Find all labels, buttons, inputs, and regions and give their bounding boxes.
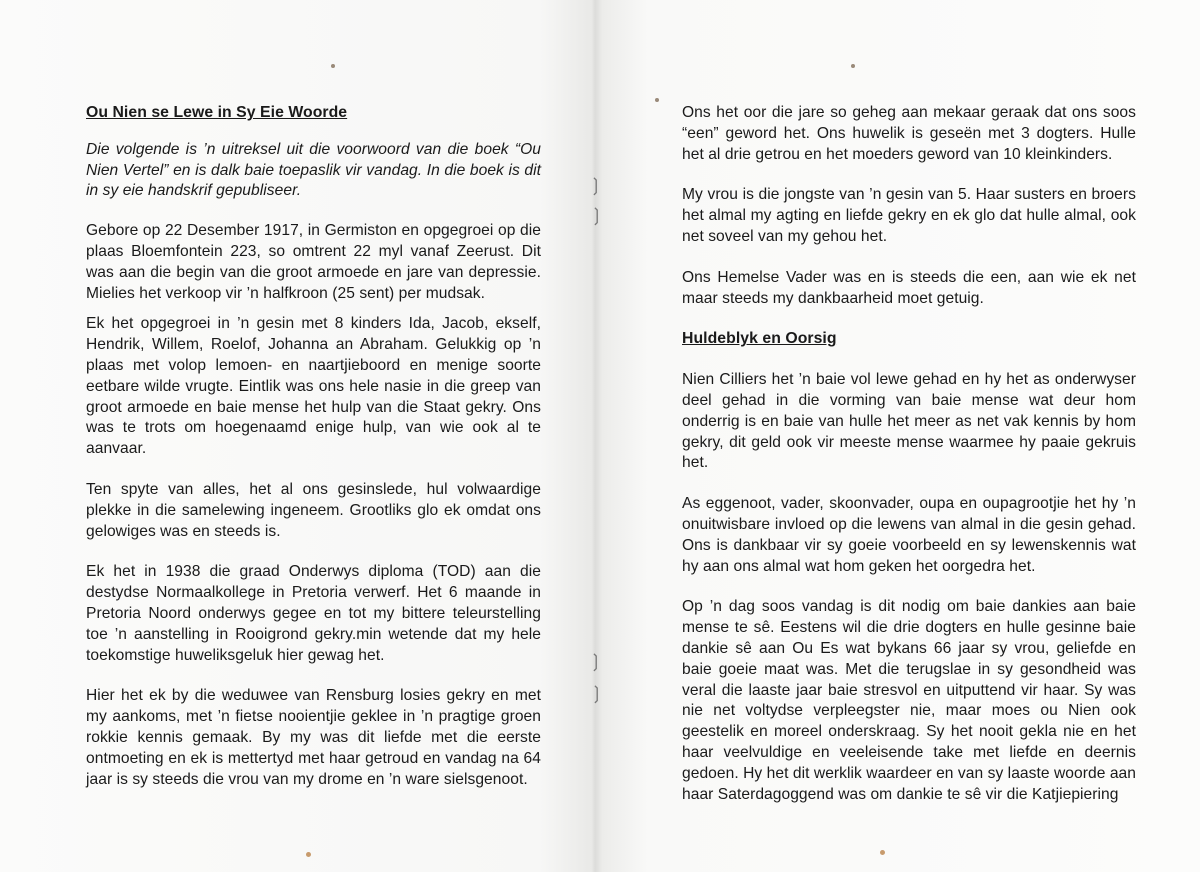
body-paragraph: As eggenoot, vader, skoonvader, oupa en oupagrootjie het hy ’n onuitwisbare invloed op die lewens van almal in die gesin gehad. Ons is dankbaar vir sy goeie voorbeeld en sy lewenskennis wat hy aan ons almal wat hom geken het oorgedra het. [682,495,1136,575]
section-heading: Huldeblyk en Oorsig [682,330,837,348]
binding-mark-icon: ❳ [588,651,604,671]
stain-icon [306,852,311,857]
body-paragraph: Op ’n dag soos vandag is dit nodig om baie dankies aan baie mense te sê. Eestens wil die drie dogters en hulle gesinne baie dankie sê aan Ou Es wat bykans 66 jaar sy vrou, geliefde en baie goeie maat was. Met die terugslae in sy gesondheid was veral die laaste jaar baie stresvol en uitputtend vir haar. Sy was nie net voltydse verpleegster nie, maar moes ou Nien ook geestelik en moreel onderskraag. Sy het nooit gekla nie en het haar veelvuldige en veeleisende take met liefde en deernis gedoen. Hy het dit werklik waardeer en van sy laaste woorde aan haar Saterdagoggend was om dankie te sê vir die Katjiepiering [682,598,1136,803]
staple-hole-icon [851,64,855,68]
right-column [682,103,1136,825]
body-paragraph: Ons Hemelse Vader was en is steeds die een, aan wie ek net maar steeds my dankbaarheid moet getuig. [682,268,1136,307]
body-paragraph: Ek het in 1938 die graad Onderwys diploma (TOD) aan die destydse Normaalkollege in Pretoria verwerf. Het 6 maande in Pretoria Noord onderwys gegee en tot my bittere teleurstelling toe ’n aanstelling in Rooigrond gekry.min wetende dat my hele toekomstige huweliksgeluk hier gewag het. [86,563,541,664]
speck-icon [655,98,659,102]
body-paragraph: Ons het oor die jare so geheg aan mekaar geraak dat ons soos “een” geword het. Ons huwelik is geseën met 3 dogters. Hulle het al drie getrou en het moeders geword van 10 kleinkinders. [682,104,1136,163]
body-paragraph: Ten spyte van alles, het al ons gesinslede, hul volwaardige plekke in die samelewing ingeneem. Grootliks glo ek omdat ons gelowiges was en steeds is. [86,480,541,540]
body-paragraph: Nien Cilliers het ’n baie vol lewe gehad en hy het as onderwyser deel gehad in die vorming van baie mense wat deur hom onderrig is en baie van hulle het meer as net vak kennis by hom gekry, dit geld ook vir meeste mense waarmee hy paaie gekruis het. [682,371,1136,472]
body-paragraph: Hier het ek by die weduwee van Rensburg losies gekry en met my aankoms, met ’n fietse nooientjie geklee in ’n pragtige groen rokkie kennis gemaak. By my was dit liefde met die eerste ontmoeting en ek is mettertyd met haar getroud en vandag na 64 jaar is sy steeds die vrou van my drome en ’n ware sielsgenoot. [86,687,541,788]
body-paragraph: Gebore op 22 Desember 1917, in Germiston en opgegroei op die plaas Bloemfontein 223, so omtrent 22 myl vanaf Zeerust. Dit was aan die begin van die groot armoede en jare van depressie. Mielies het verkoop vir ’n halfkroon (25 sent) per mudsak. [86,222,541,302]
body-paragraph: My vrou is die jongste van ’n gesin van 5. Haar susters en broers het almal my agting en liefde gekry en ek glo dat hulle almal, ook net soveel van my gehou het. [682,186,1136,245]
binding-mark-icon: ❳ [589,683,605,703]
binding-mark-icon: ❳ [589,205,605,225]
staple-hole-icon [331,64,335,68]
intro-paragraph: Die volgende is ’n uitreksel uit die voorwoord van die boek “Ou Nien Vertel” en is dalk baie toepaslik vir vandag. In die boek is dit in sy eie handskrif gepubliseer. [86,140,541,200]
stain-icon [880,850,885,855]
binding-mark-icon: ❳ [588,175,604,195]
body-paragraph: Ek het opgegroei in ’n gesin met 8 kinders Ida, Jacob, ekself, Hendrik, Willem, Roelof, Johanna an Abraham. Gelukkig op ’n plaas met volop lemoen- en naartjieboord en menige soorte eetbare wilde vrugte. Eintlik was ons hele nasie in die greep van groot armoede en baie mense het hulp van die Staat gekry. Ons was te trots om hoegenaamd enige hulp, van wie ook al te aanvaar. [86,315,541,458]
left-column [86,103,541,810]
page-title: Ou Nien se Lewe in Sy Eie Woorde [86,104,348,121]
